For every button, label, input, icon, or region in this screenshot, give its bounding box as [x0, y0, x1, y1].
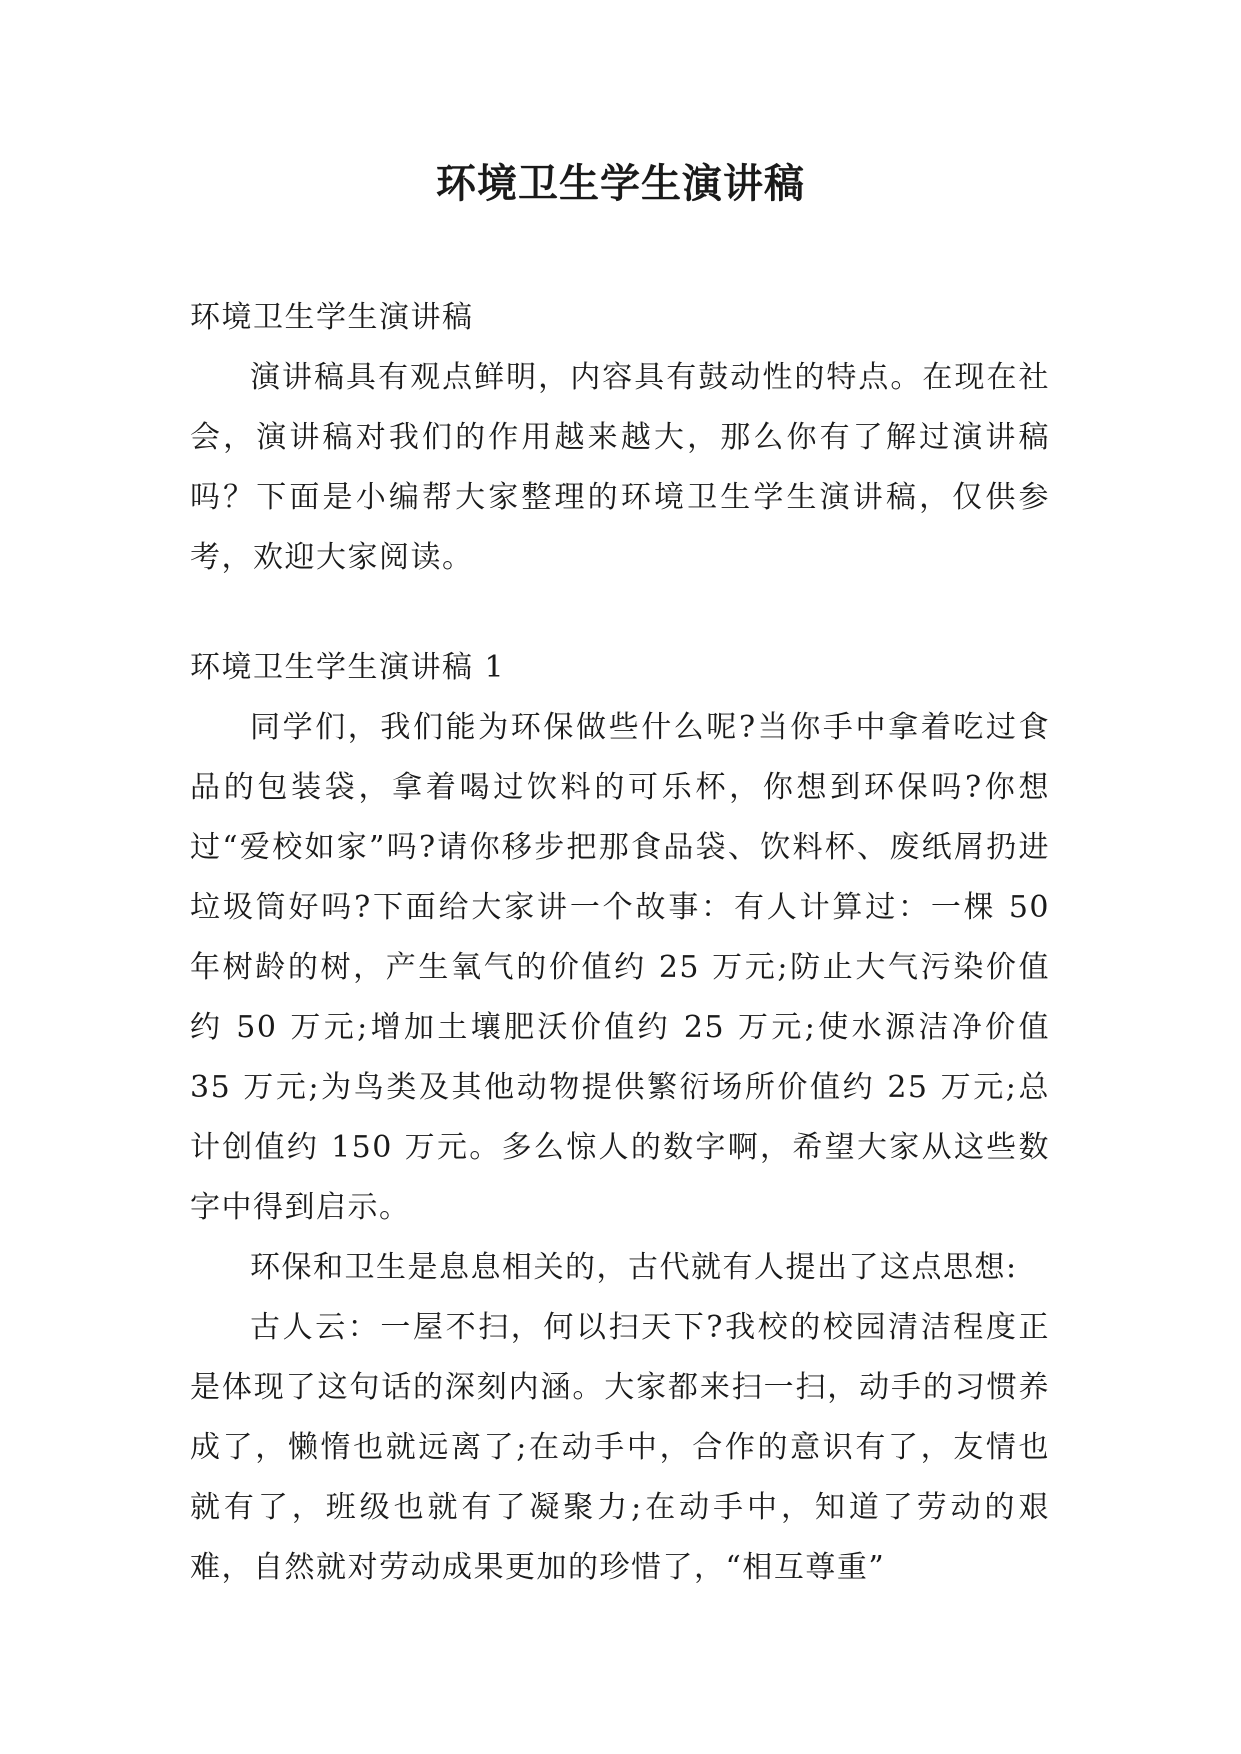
- intro-section: [190, 288, 1050, 588]
- speech-1-paragraph: 同学们，我们能为环保做些什么呢?当你手中拿着吃过食品的包装袋，拿着喝过饮料的可乐杯，你想到环保吗?你想过“爱校如家”吗?请你移步把那食品袋、饮料杯、废纸屑扔进垃圾筒好吗?下面给大家讲一个故事：有人计算过：一棵 50 年树龄的树，产生氧气的价值约 25 万元;防止大气污染价值约 50 万元;增加土壤肥沃价值约 25 万元;使水源洁净价值 35 万元;为鸟类及其他动物提供繁衍场所价值约 25 万元;总计创值约 150 万元。多么惊人的数字啊，希望大家从这些数字中得到启示。: [190, 710, 1050, 1225]
- speech-1-paragraph: 古人云：一屋不扫，何以扫天下?我校的校园清洁程度正是体现了这句话的深刻内涵。大家都来扫一扫，动手的习惯养成了，懒惰也就远离了;在动手中，合作的意识有了，友情也就有了，班级也就有了凝聚力;在动手中，知道了劳动的艰难，自然就对劳动成果更加的珍惜了，“相互尊重”: [190, 1310, 1050, 1585]
- speech-1-section: [190, 638, 1050, 1598]
- intro-paragraph: 演讲稿具有观点鲜明，内容具有鼓动性的特点。在现在社会，演讲稿对我们的作用越来越大，那么你有了解过演讲稿吗？下面是小编帮大家整理的环境卫生学生演讲稿，仅供参考，欢迎大家阅读。: [190, 360, 1050, 575]
- speech-1-paragraph: 环保和卫生是息息相关的，古代就有人提出了这点思想:: [250, 1250, 1018, 1285]
- intro-heading: 环境卫生学生演讲稿: [190, 300, 474, 335]
- document-title: 环境卫生学生演讲稿: [436, 160, 805, 207]
- speech-1-heading: 环境卫生学生演讲稿 1: [190, 650, 506, 685]
